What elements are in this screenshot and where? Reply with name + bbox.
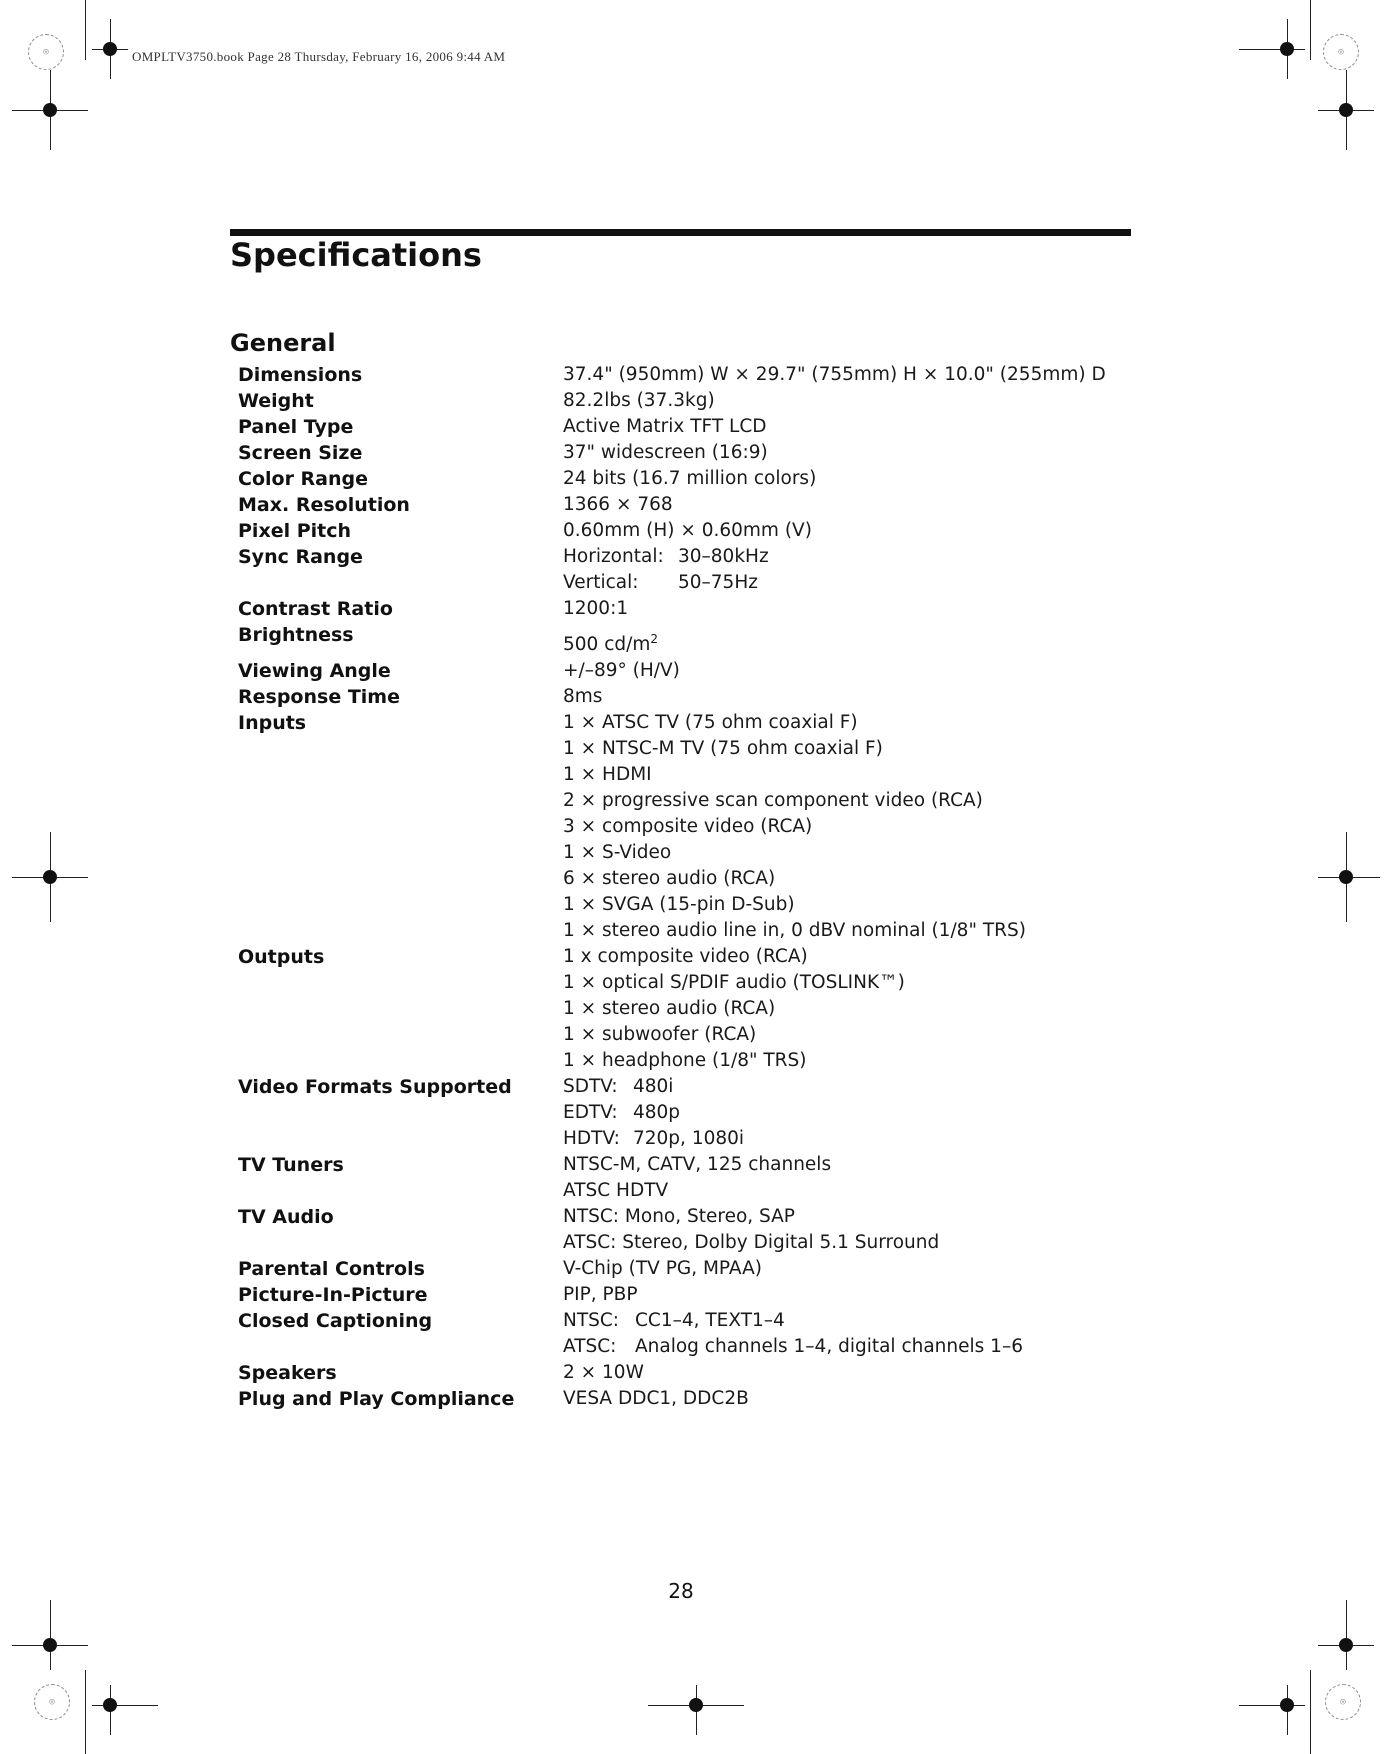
page-number: 28	[668, 1579, 694, 1603]
spec-values	[563, 544, 1138, 596]
spec-values	[563, 388, 1138, 414]
spec-row	[238, 492, 1138, 518]
crop-mark	[1310, 1670, 1311, 1754]
spec-row	[238, 658, 1138, 684]
spec-value	[563, 1074, 1138, 1100]
spec-label: Plug and Play Compliance	[238, 1388, 515, 1411]
spec-values	[563, 440, 1138, 466]
spec-row	[238, 466, 1138, 492]
spec-label: Inputs	[238, 712, 307, 735]
color-target-icon: ◎	[34, 1684, 70, 1720]
spec-row	[238, 596, 1138, 622]
spec-value	[563, 1126, 1138, 1152]
title-rule	[230, 229, 1131, 236]
spec-value: 0.60mm (H) × 0.60mm (V)	[563, 520, 812, 541]
spec-values	[563, 1360, 1138, 1386]
spec-row	[238, 710, 1138, 944]
spec-values	[563, 518, 1138, 544]
spec-row	[238, 1256, 1138, 1282]
spec-value: VESA DDC1, DDC2B	[563, 1388, 749, 1410]
spec-label: Screen Size	[238, 442, 363, 464]
section-heading-general: General	[230, 329, 336, 357]
spec-key-value: 480i	[633, 1076, 674, 1098]
spec-key: SDTV:	[563, 1076, 618, 1098]
spec-row	[238, 362, 1138, 388]
spec-values	[563, 1256, 1138, 1282]
spec-value	[563, 622, 1138, 658]
spec-value: NTSC-M, CATV, 125 channels	[563, 1154, 832, 1176]
spec-row	[238, 1386, 1138, 1412]
spec-row	[238, 440, 1138, 466]
spec-row	[238, 1152, 1138, 1204]
spec-label: Brightness	[238, 624, 354, 646]
spec-label: Pixel Pitch	[238, 520, 352, 542]
spec-row	[238, 1282, 1138, 1308]
spec-value: V-Chip (TV PG, MPAA)	[563, 1258, 762, 1280]
spec-value: 37.4" (950mm) W × 29.7" (755mm) H × 10.0" (255mm) D	[563, 364, 1106, 385]
spec-row	[238, 414, 1138, 440]
spec-key-value: 720p, 1080i	[633, 1128, 745, 1150]
spec-key-value: 480p	[633, 1102, 681, 1124]
spec-value: 1 × optical S/PDIF audio (TOSLINK™)	[563, 972, 905, 994]
spec-values	[563, 1308, 1138, 1360]
spec-value: 1 × NTSC-M TV (75 ohm coaxial F)	[563, 738, 883, 760]
spec-value: 1 × headphone (1/8" TRS)	[563, 1050, 807, 1072]
spec-values	[563, 944, 1138, 1074]
spec-label: Video Formats Supported	[238, 1076, 512, 1099]
spec-value: 24 bits (16.7 million colors)	[563, 468, 817, 489]
spec-value: 1 × stereo audio line in, 0 dBV nominal (1/8" TRS)	[563, 920, 1026, 942]
spec-value	[563, 1308, 1138, 1334]
spec-label: Picture-In-Picture	[238, 1284, 428, 1307]
spec-value	[563, 544, 1138, 570]
spec-values	[563, 492, 1138, 518]
crop-mark	[1310, 0, 1311, 60]
spec-row	[238, 544, 1138, 596]
spec-label: Weight	[238, 390, 314, 412]
spec-value	[563, 570, 1138, 596]
spec-row	[238, 1204, 1138, 1256]
spec-row	[238, 684, 1138, 710]
spec-key: Vertical:	[563, 572, 639, 593]
spec-label: Parental Controls	[238, 1258, 425, 1281]
spec-values	[563, 362, 1138, 388]
spec-values	[563, 658, 1138, 684]
spec-values	[563, 1282, 1138, 1308]
spec-key-value: Analog channels 1–4, digital channels 1–6	[635, 1336, 1023, 1358]
spec-row	[238, 518, 1138, 544]
spec-values	[563, 414, 1138, 440]
spec-value: 3 × composite video (RCA)	[563, 816, 813, 838]
spec-value: 1 × S-Video	[563, 842, 672, 864]
spec-row	[238, 1360, 1138, 1386]
spec-values	[563, 1074, 1138, 1152]
spec-label: Max. Resolution	[238, 494, 410, 516]
spec-label: Outputs	[238, 946, 325, 969]
spec-row	[238, 944, 1138, 1074]
superscript: 2	[650, 632, 659, 646]
spec-value: +/–89° (H/V)	[563, 660, 680, 682]
spec-value: 82.2lbs (37.3kg)	[563, 390, 715, 411]
spec-value: 6 × stereo audio (RCA)	[563, 868, 776, 890]
spec-values	[563, 1152, 1138, 1204]
spec-value: 1 x composite video (RCA)	[563, 946, 808, 968]
spec-key: HDTV:	[563, 1128, 620, 1150]
spec-values	[563, 596, 1138, 622]
spec-label: TV Tuners	[238, 1154, 344, 1177]
spec-value: 1 × SVGA (15-pin D-Sub)	[563, 894, 795, 916]
spec-label: Closed Captioning	[238, 1310, 433, 1333]
spec-values	[563, 466, 1138, 492]
spec-value: 1 × stereo audio (RCA)	[563, 998, 776, 1020]
spec-value: ATSC HDTV	[563, 1180, 669, 1202]
spec-values	[563, 1386, 1138, 1412]
spec-value: 2 × 10W	[563, 1362, 644, 1384]
color-target-icon: ◎	[1323, 34, 1359, 70]
spec-value	[563, 1334, 1138, 1360]
spec-value	[563, 1100, 1138, 1126]
spec-value: 2 × progressive scan component video (RCA)	[563, 790, 983, 812]
spec-label: Panel Type	[238, 416, 354, 438]
color-target-icon: ◎	[1325, 1684, 1361, 1720]
spec-row	[238, 1308, 1138, 1360]
spec-key-value: CC1–4, TEXT1–4	[635, 1310, 785, 1332]
spec-value: Active Matrix TFT LCD	[563, 416, 767, 437]
spec-key: ATSC:	[563, 1336, 617, 1358]
spec-label: Response Time	[238, 686, 400, 709]
spec-values	[563, 1204, 1138, 1256]
spec-value: 8ms	[563, 686, 603, 708]
spec-value: 1 × ATSC TV (75 ohm coaxial F)	[563, 712, 858, 734]
spec-label: TV Audio	[238, 1206, 334, 1229]
spec-value: 1 × subwoofer (RCA)	[563, 1024, 757, 1046]
spec-label: Contrast Ratio	[238, 598, 393, 620]
color-target-icon: ◎	[28, 34, 64, 70]
print-slug: OMPLTV3750.book Page 28 Thursday, February 16, 2006 9:44 AM	[132, 49, 506, 64]
crop-mark	[85, 0, 86, 60]
page-title: Specifications	[230, 236, 482, 274]
spec-key-value: 30–80kHz	[678, 546, 769, 567]
spec-row	[238, 1074, 1138, 1152]
spec-label: Speakers	[238, 1362, 337, 1385]
brightness-value: 500 cd/m	[563, 634, 651, 656]
spec-key-value: 50–75Hz	[678, 572, 758, 593]
spec-label: Dimensions	[238, 364, 363, 386]
spec-value: PIP, PBP	[563, 1284, 638, 1306]
spec-key: Horizontal:	[563, 546, 664, 567]
spec-value: 1200:1	[563, 598, 629, 619]
spec-label: Color Range	[238, 468, 369, 490]
spec-value: 37" widescreen (16:9)	[563, 442, 768, 463]
spec-label: Viewing Angle	[238, 660, 391, 683]
spec-table	[238, 362, 1138, 1412]
spec-value: 1 × HDMI	[563, 764, 652, 786]
spec-value: 1366 × 768	[563, 494, 673, 515]
spec-row	[238, 622, 1138, 658]
spec-row	[238, 388, 1138, 414]
spec-key: NTSC:	[563, 1310, 620, 1332]
spec-key: EDTV:	[563, 1102, 618, 1124]
spec-value: NTSC: Mono, Stereo, SAP	[563, 1206, 795, 1228]
spec-values	[563, 684, 1138, 710]
spec-value: ATSC: Stereo, Dolby Digital 5.1 Surround	[563, 1232, 940, 1254]
spec-values	[563, 710, 1138, 944]
spec-values	[563, 622, 1138, 658]
spec-label: Sync Range	[238, 546, 363, 568]
crop-mark	[85, 1670, 86, 1754]
